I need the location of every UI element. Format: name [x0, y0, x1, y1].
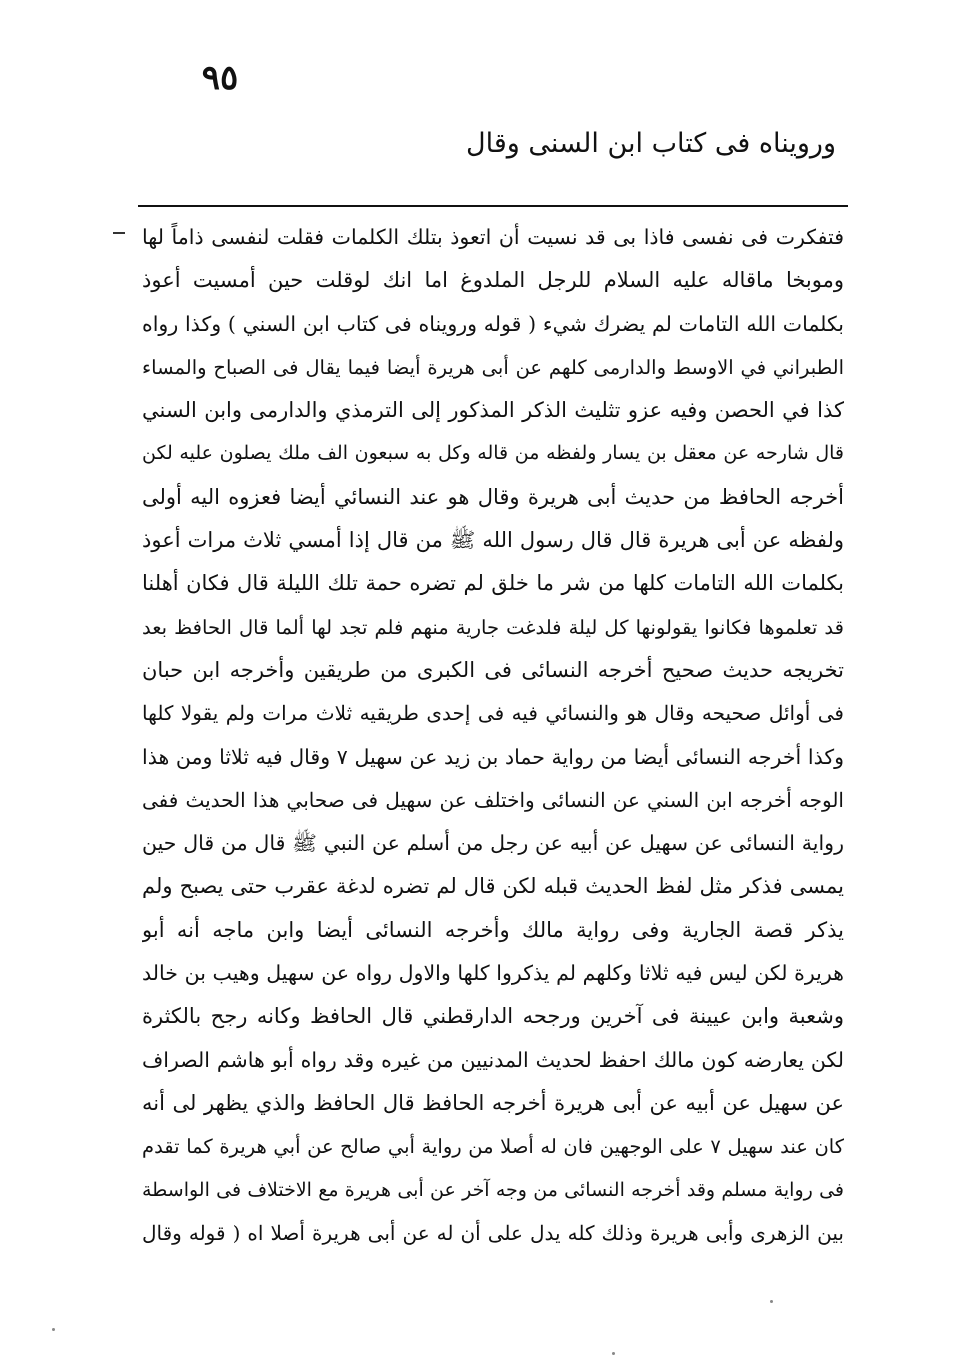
text-line: وشعبة وابن عيينة فى آخرين ورجحه الدارقطني قال الحافظ وكانه رجح بالكثرة	[142, 1004, 844, 1029]
text-line: بين الزهرى وأبى هريرة وذلك كله يدل على أن له عن أبى هريرة أصلا اه ( قوله وقال	[142, 1220, 844, 1245]
paper-speck	[52, 1328, 55, 1331]
page-number: ٩٥	[201, 58, 239, 98]
paper-speck	[770, 1300, 773, 1303]
commentary-body	[142, 216, 844, 1255]
text-line: يمسى فذكر مثل لفظ الحديث قبله لكن قال لم تضره لدغة عقرب حتى يصبح ولم	[142, 874, 844, 899]
margin-mark	[113, 232, 125, 234]
paper-speck	[612, 1352, 615, 1355]
page-header-text: ورويناه فى كتاب ابن السنى وقال	[466, 128, 836, 159]
text-line: فى رواية مسلم وقد أخرجه النسائى من وجه آخر عن أبى هريرة مع الاختلاف فى الواسطة	[142, 1178, 844, 1201]
text-line: وموبخا ماقاله عليه السلام للرجل الملدوغ اما انك لوقلت حين أمسيت أعوذ	[142, 268, 844, 293]
text-line: يذكر قصة الجارية وفى رواية مالك وأخرجه النسائى أيضا وابن ماجه أنه أبو	[142, 917, 844, 942]
text-line: قال شارحه عن معقل بن يسار ولفظه من قاله وكل به سبعون الف ملك يصلون عليه لكن	[142, 442, 844, 465]
text-line: ولفظه عن أبى هريرة قال قال رسول الله ﷺ من قال إذا أمسي ثلاث مرات أعوذ	[142, 528, 844, 553]
text-line: الوجه أخرجه ابن السني عن النسائى واختلف عن سهيل فى صحابي هذا الحديث ففى	[142, 787, 844, 812]
text-line: لكن يعارضه كون مالك احفظ لحديث المدنيين من غيره وقد رواه أبو هاشم الصراف	[142, 1047, 844, 1072]
text-line: كذا في الحصن وفيه عزو تثليث الذكر المذكور إلى الترمذي والدارمى وابن السني	[142, 398, 844, 423]
text-line: فتفكرت فى نفسى فاذا بى قد نسيت أن اتعوذ بتلك الكلمات فقلت لنفسى ذاماً لها	[142, 225, 844, 249]
text-line: فى أوائل صحيحه وقال هو والنسائي فيه فى إحدى طريقيه ثلاث مرات ولم يقولا كلها	[142, 701, 844, 726]
text-line: وكذا أخرجه النسائى أيضا من رواية حماد بن زيد عن سهيل ٧ وقال فيه ثلاثا ومن هذا	[142, 744, 844, 769]
header-divider	[138, 205, 848, 207]
text-line: كان عند سهيل ٧ على الوجهين فان له أصلا من رواية أبي صالح عن أبي هريرة كما تقدم	[142, 1135, 844, 1159]
text-line: رواية النسائى عن سهيل عن أبيه عن رجل من أسلم عن النبي ﷺ قال من قال حين	[142, 831, 844, 856]
text-line: الطبراني في الاوسط والدارمى كلهم عن أبى هريرة أيضا فيما يقال فى الصباح والمساء	[142, 355, 844, 379]
text-line: أخرجه الحافظ من حديث أبى هريرة وقال هو عند النسائي أيضا فعزوه اليه أولى	[142, 484, 844, 509]
text-line: بكلمات الله التامات لم يضرك شيء ( قوله ورويناه فى كتاب ابن السني ) وكذا رواه	[142, 311, 844, 336]
text-line: عن سهيل عن أبيه عن أبى هريرة أخرجه الحافظ قال الحافظ والذي يظهر لى أنه	[142, 1090, 844, 1115]
text-line: تخريجه حديث صحيح أخرجه النسائى فى الكبرى من طريقين وأخرجه ابن حبان	[142, 657, 844, 682]
text-line: هريرة لكن ليس فيه ثلاثا وكلهم لم يذكروا كلها والاول رواه عن سهيل وهيب بن خالد	[142, 961, 844, 986]
text-line: قد تعلموها فكانوا يقولونها كل ليلة فلدغت جارية منهم فلم تجد لها ألما قال الحافظ بعد	[142, 615, 844, 639]
text-line: بكلمات الله التامات كلها من شر ما خلق لم تضره حمة تلك الليلة قال فكان أهلنا	[142, 571, 844, 596]
